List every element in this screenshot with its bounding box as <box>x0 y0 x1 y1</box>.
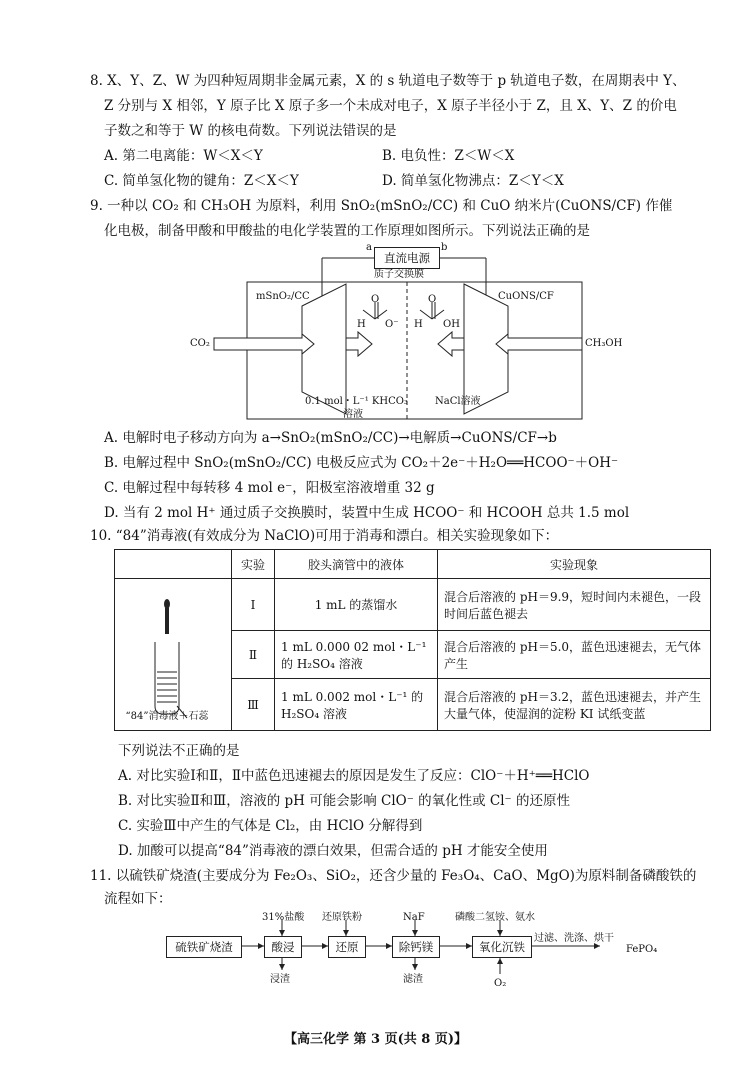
formate-h-label: H <box>357 319 366 330</box>
q9-stem-2: 化电极，制备甲酸和甲酸盐的电化学装置的工作原理如图所示。下列说法正确的是 <box>104 223 590 239</box>
q9-stem-1: 9. 一种以 CO₂ 和 CH₃OH 为原料，利用 SnO₂(mSnO₂/CC) 和 CuO 纳米片(CuONS/CF) 作催 <box>90 198 673 214</box>
q8-stem-2: Z 分别与 X 相邻，Y 原子比 X 原子多一个未成对电子，X 原子半径小于 Z，且 X、Y、Z 的价电 <box>104 98 677 114</box>
q10-option-c: C. 实验Ⅲ中产生的气体是 Cl₂，由 HClO 分解得到 <box>118 818 423 834</box>
table-header-cell: 实验 <box>232 550 275 579</box>
flow-step1-output: 浸渣 <box>270 974 290 985</box>
row-1-id: Ⅰ <box>232 579 275 631</box>
experiment-image-caption: “84”消毒液＋石蕊 <box>125 711 209 722</box>
q9-option-a: A. 电解时电子移动方向为 a→SnO₂(mSnO₂/CC)→电解质→CuONS/CF→b <box>104 430 557 446</box>
ch3oh-input-label: CH₃OH <box>585 338 623 349</box>
power-supply-label: 直流电源 <box>374 247 440 269</box>
right-electrode-label: CuONS/CF <box>498 291 554 302</box>
q10-option-b: B. 对比实验Ⅱ和Ⅲ，溶液的 pH 可能会影响 ClO⁻ 的氧化性或 Cl⁻ 的还原性 <box>118 793 570 809</box>
flow-step-oxidize-precipitate: 氧化沉铁 <box>472 936 532 958</box>
right-solution-label: NaCl溶液 <box>435 396 481 407</box>
flow-start-box: 硫铁矿烧渣 <box>166 936 242 958</box>
flow-step-remove-ca-mg: 除钙镁 <box>392 936 440 958</box>
row-1-result: 混合后溶液的 pH＝9.9，短时间内未褪色，一段时间后蓝色褪去 <box>438 579 711 631</box>
row-2-id: Ⅱ <box>232 631 275 679</box>
left-electrode-label: mSnO₂/CC <box>256 291 310 302</box>
flow-step-acid-leach: 酸浸 <box>264 936 302 958</box>
row-2-liquid: 1 mL 0.000 02 mol・L⁻¹ 的 H₂SO₄ 溶液 <box>275 631 438 679</box>
table-image-header <box>115 550 232 579</box>
flow-step4-bottom-input: O₂ <box>494 978 507 989</box>
q9-option-c: C. 电解过程中每转移 4 mol e⁻，阳极室溶液增重 32 g <box>104 480 435 496</box>
q8-option-a: A. 第二电离能：W＜X＜Y <box>104 148 263 164</box>
q11-stem-1: 11. 以硫铁矿烧渣(主要成分为 Fe₂O₃、SiO₂，还含少量的 Fe₃O₄、CaO、MgO)为原料制备磷酸铁的 <box>90 868 697 884</box>
q9-option-d: D. 当有 2 mol H⁺ 通过质子交换膜时，装置中生成 HCOO⁻ 和 HCOOH 总共 1.5 mol <box>104 505 630 521</box>
row-3-id: Ⅲ <box>232 679 275 731</box>
experiment-image-cell <box>115 579 232 731</box>
co2-input-label: CO₂ <box>190 338 210 349</box>
table-header-row <box>115 550 711 579</box>
q8-stem-1: 8. X、Y、Z、W 为四种短周期非金属元素，X 的 s 轨道电子数等于 p 轨道电子数，在周期表中 Y、 <box>90 73 686 89</box>
formate-o-label: O <box>371 294 380 305</box>
acid-oh-label: OH <box>443 319 460 330</box>
q8-option-b: B. 电负性：Z＜W＜X <box>382 148 515 164</box>
terminal-b-label: b <box>441 242 448 253</box>
acid-o-label: O <box>428 294 437 305</box>
table-header-cell: 实验现象 <box>438 550 711 579</box>
flow-final-process: 过滤、洗涤、烘干 <box>534 933 614 944</box>
row-3-liquid: 1 mL 0.002 mol・L⁻¹ 的 H₂SO₄ 溶液 <box>275 679 438 731</box>
formate-o-minus-label: O⁻ <box>385 319 399 330</box>
flow-step-reduce: 还原 <box>328 936 366 958</box>
row-1-liquid: 1 mL 的蒸馏水 <box>275 579 438 631</box>
flow-step3-input: NaF <box>403 912 425 923</box>
q10-option-d: D. 加酸可以提高“84”消毒液的漂白效果，但需合适的 pH 才能安全使用 <box>118 843 548 859</box>
table-row <box>115 579 711 631</box>
q8-option-d: D. 简单氢化物沸点：Z＜Y＜X <box>382 173 564 189</box>
q10-lead: 下列说法不正确的是 <box>118 743 240 759</box>
row-2-result: 混合后溶液的 pH＝5.0，蓝色迅速褪去，无气体产生 <box>438 631 711 679</box>
q10-option-a: A. 对比实验Ⅰ和Ⅱ，Ⅱ中蓝色迅速褪去的原因是发生了反应：ClO⁻＋H⁺══HClO <box>118 768 590 784</box>
terminal-a-label: a <box>366 242 372 253</box>
table-header-cell: 胶头滴管中的液体 <box>275 550 438 579</box>
q8-stem-3: 子数之和等于 W 的核电荷数。下列说法错误的是 <box>104 123 397 139</box>
q10-stem: 10. “84”消毒液(有效成分为 NaClO)可用于消毒和漂白。相关实验现象如下： <box>90 528 559 544</box>
q9-option-b: B. 电解过程中 SnO₂(mSnO₂/CC) 电极反应式为 CO₂＋2e⁻＋H₂O══HCOO⁻＋OH⁻ <box>104 455 619 471</box>
acid-h-label: H <box>414 319 423 330</box>
flow-step1-input: 31%盐酸 <box>262 912 305 923</box>
membrane-label: 质子交换膜 <box>374 269 424 280</box>
flow-product: FePO₄ <box>626 944 658 955</box>
page-footer: 【高三化学 第 3 页(共 8 页)】 <box>283 1032 468 1047</box>
q11-stem-2: 流程如下： <box>104 891 172 907</box>
row-3-result: 混合后溶液的 pH＝3.2，蓝色迅速褪去，并产生大量气体，使湿润的淀粉 KI 试纸变蓝 <box>438 679 711 731</box>
q8-option-c: C. 简单氢化物的键角：Z＜X＜Y <box>104 173 299 189</box>
flow-step2-input: 还原铁粉 <box>322 912 362 923</box>
flow-step3-output: 滤渣 <box>403 974 423 985</box>
left-solution-label-1: 0.1 mol・L⁻¹ KHCO₃ <box>305 396 408 407</box>
experiment-table <box>114 549 711 731</box>
left-solution-label-2: 溶液 <box>343 409 363 420</box>
flow-step4-input: 磷酸二氢铵、氨水 <box>455 912 535 923</box>
